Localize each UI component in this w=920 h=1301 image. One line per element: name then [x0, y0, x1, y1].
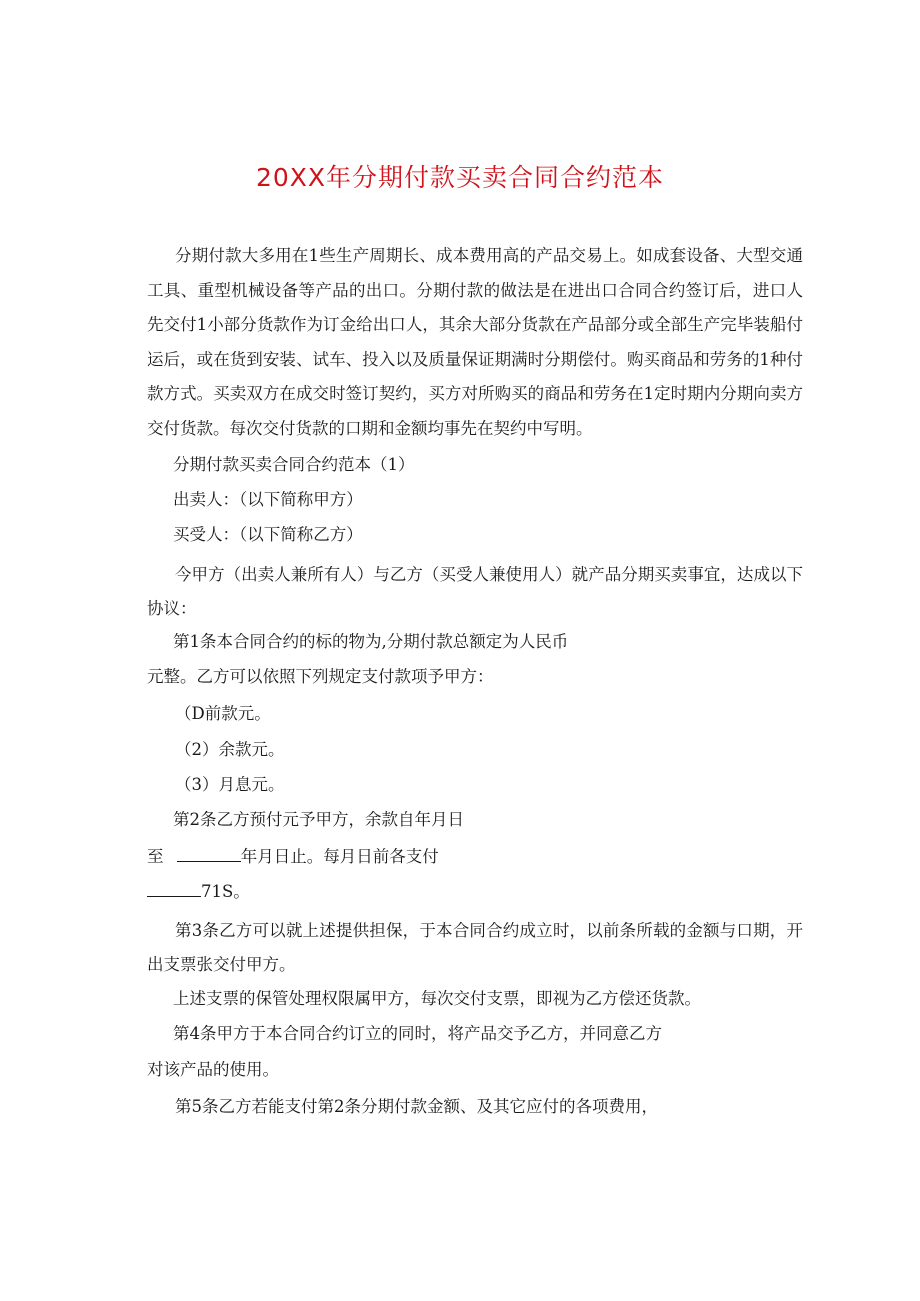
article-1-item-3: （3）月息元。 [175, 775, 285, 794]
article-2-prefix: 至 [147, 847, 164, 866]
agreement-paragraph: 今甲方（出卖人兼所有人）与乙方（买受人兼使用人）就产品分期买卖事宜，达成以下协议： [147, 565, 803, 618]
article-4-line-1: 第4条甲方于本合同合约订立的同时，将产品交予乙方，并同意乙方 [173, 1024, 662, 1043]
blank-line [147, 880, 201, 897]
article-1-item-2: （2）余款元。 [175, 740, 285, 759]
article-1-line-1: 第1条本合同合约的标的物为,分期付款总额定为人民币 [173, 632, 569, 651]
cheque-custody-line: 上述支票的保管处理权限属甲方，每次交付支票，即视为乙方偿还货款。 [173, 989, 701, 1008]
article-2-line-2 [147, 845, 439, 869]
article-1-item-1: （D前款元。 [175, 704, 271, 723]
sample-heading: 分期付款买卖合同合约范本（1） [173, 455, 415, 474]
article-2-line-1: 第2条乙方预付元予甲方，余款自年月日 [173, 810, 464, 829]
blank-line [177, 845, 241, 862]
document-title: 20XX年分期付款买卖合同合约范本 [255, 163, 665, 192]
intro-paragraph: 分期付款大多用在1些生产周期长、成本费用高的产品交易上。如成套设备、大型交通工具、重型机械设备等产品的出口。分期付款的做法是在进出口合同合约签订后，进口人先交付1小部分货款作为订金给出口人，其余大部分货款在产品部分或全部生产完毕装船付运后，或在货到安装、试车、投入以及质量保证期满时分期偿付。购买商品和劳务的1种付款方式。买卖双方在成交时签订契约，买方对所购买的商品和劳务在1定时期内分期向卖方交付货款。每次交付货款的口期和金额均事先在契约中写明。 [147, 246, 803, 438]
buyer-line: 买受人：（以下简称乙方） [173, 525, 363, 544]
article-2-line-3 [147, 880, 250, 904]
article-1-line-2: 元整。乙方可以依照下列规定支付款项予甲方： [147, 667, 494, 686]
article-2-amount: 71S。 [201, 882, 250, 901]
article-5-line-1: 第5条乙方若能支付第2条分期付款金额、及其它应付的各项费用， [175, 1097, 658, 1116]
article-4-line-2: 对该产品的使用。 [147, 1060, 279, 1079]
article-3-paragraph: 第3条乙方可以就上述提供担保，于本合同合约成立时，以前条所载的金额与口期，开出支票张交付甲方。 [147, 921, 803, 974]
seller-line: 出卖人：（以下简称甲方） [173, 490, 363, 509]
article-2-suffix: 年月日止。每月日前各支付 [240, 847, 439, 866]
